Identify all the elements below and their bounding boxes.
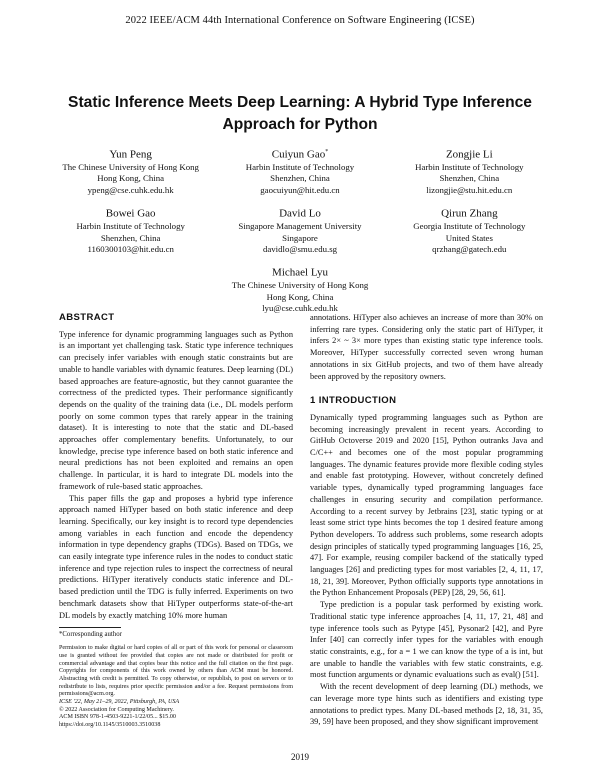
author-name: Bowei Gao — [105, 207, 156, 220]
doi-link[interactable]: https://doi.org/10.1145/3510003.3510038 — [59, 721, 161, 728]
author-row — [46, 263, 554, 315]
title-line-2: Approach for Python — [222, 116, 378, 133]
author-email: lizongjie@stu.hit.edu.cn — [426, 185, 513, 196]
abstract-paragraph: This paper fills the gap and proposes a hybrid type inference approach named HiTyper based on both static inference and deep learning. Specifically, our key insight is to record type dependencies among variables in each function and encode the dependency information in type dependency graphs (TDGs). Based on TDGs, we can easily integrate type inference rules in the nodes to conduct static inference and type rejection rules to inspect the correctness of neural predictions. HiTyper iteratively conducts static inference and DL-based prediction until the TDG is fully inferred. Experiments on two benchmark datasets show that HiTyper outperforms state-of-the-art DL models by exactly matching 10% more human — [59, 493, 293, 620]
author-mark: * — [325, 149, 329, 155]
author-name: Michael Lyu — [272, 266, 328, 279]
intro-paragraph: Type prediction is a popular task performed by existing work. Traditional static type inference approaches [4, 11, 17, 21, 48] and type inference tools such as Pytype [45], Pysonar2 [42], and Pyre Infer [40] can correctly infer types for the variables with enough static constraints, e.g., for a = 1 we can know the type of a is int, but are unable to handle the variables with few static constraints, e.g. most function arguments or dynamic evaluations such as eval() [51]. — [310, 600, 543, 680]
author-block — [46, 145, 554, 315]
author-name: Qirun Zhang — [441, 207, 498, 220]
footnote-corresponding-author: *Corresponding author — [59, 631, 122, 639]
author-location: Hong Kong, China — [97, 173, 165, 184]
author-location: Hong Kong, China — [266, 291, 334, 302]
conference-header: 2022 IEEE/ACM 44th International Conference on Software Engineering (ICSE) — [125, 15, 475, 26]
author-name: David Lo — [279, 207, 321, 220]
copyright-line: © 2022 Association for Computing Machinery. — [59, 706, 174, 713]
author-affiliation: Harbin Institute of Technology — [245, 161, 355, 172]
author-email: gaocuiyun@hit.edu.cn — [260, 185, 340, 196]
author-location: Shenzhen, China — [270, 173, 330, 184]
author-card — [385, 204, 554, 256]
abstract-continuation: annotations. HiTyper also achieves an increase of more than 30% on inferring rare types. Considering only the static part of HiTyper, it infers 2× ~ 3× more types than existing static type inference tools. Moreover, HiTyper successfully corrected seven wrong human annotations in six GitHub projects, and two of them have already been approved by the repository owners. — [310, 313, 543, 381]
intro-paragraph: With the recent development of deep learning (DL) methods, we can leverage more type hints such as identifiers and existing type annotations to predict types. Many DL-based methods [2, 18, 31, 35, 39, 59] have been proposed, and they show significant improvement — [310, 682, 543, 727]
abstract-heading: ABSTRACT — [59, 312, 115, 323]
right-column — [310, 312, 543, 728]
author-name: Cuiyun Gao — [271, 148, 326, 161]
abstract-paragraph: Type inference for dynamic programming languages such as Python is an important yet challenging task. Static type inference techniques can precisely infer variables with enough static constraints but are unable to handle variables with dynamic features. Deep learning (DL) based approaches are feature-agnostic, but they cannot guarantee the correctness of the predicted types. Their performance significantly depends on the quality of the training data (i.e., DL models perform poorly on some common types that rarely appear in the training dataset). It is interesting to note that the static and DL-based approaches offer complementary benefits. Unfortunately, to our knowledge, precise type inference based on both static inference and neural predictions has not been exploited and remains an open challenge. In particular, it is hard to integrate DL models into the framework of rule-based static approaches. — [59, 329, 293, 491]
author-row — [46, 145, 554, 197]
paper-title — [40, 92, 560, 136]
permission-notice: Permission to make digital or hard copies of all or part of this work for personal or classroom use is granted without fee provided that copies are not made or distributed for profit or commercial advantage and that copies bear this notice and the full citation on the first page. Copyrights for components of this work owned by others than ACM must be honored. Abstracting with credit is permitted. To copy otherwise, or republish, to post on servers or to redistribute to lists, requires prior specific permission and/or a fee. Request permissions from permissions@acm.org. — [59, 645, 293, 698]
page-number: 2019 — [291, 752, 309, 762]
author-location: Shenzhen, China — [439, 173, 500, 184]
author-name: Yun Peng — [109, 148, 152, 161]
conference-info: ICSE '22, May 21–29, 2022, Pittsburgh, PA, USA — [59, 698, 180, 705]
intro-paragraph: Dynamically typed programming languages such as Python are becoming increasingly prevalent in recent years. According to GitHub Octoverse 2019 and 2020 [15], Python outranks Java and C/C++ and becomes one of the most popular programming languages. The dynamic features provide more flexible coding styles and enable fast prototyping. However, without concretely defined variable types, dynamically typed programming languages face challenges in ensuring security and compilation performance. According to a recent survey by Jetbrains [23], static typing or at least some strict type hints becomes the top 1 desired feature among Python developers. To address such problems, some research adopts design principles of statically typed programming languages [16, 25, 47]. For example, reusing compiler backend of the statically typed languages [26] and predicting types for most variables [2, 4, 11, 17, 18, 21, 39]. Moreover, Python officially supports type annotations in the Python Enhancement Proposals (PEP) [28, 29, 56, 61]. — [310, 412, 543, 598]
author-card — [385, 145, 554, 197]
author-card — [215, 204, 384, 256]
author-card — [46, 145, 215, 197]
author-affiliation: Harbin Institute of Technology — [76, 220, 185, 231]
author-email: 1160300103@hit.edu.cn — [87, 244, 174, 255]
author-card — [215, 263, 385, 315]
author-affiliation: Singapore Management University — [238, 220, 362, 231]
author-card — [46, 204, 215, 256]
author-email: davidlo@smu.edu.sg — [262, 244, 338, 255]
author-affiliation: Georgia Institute of Technology — [413, 220, 526, 231]
left-column — [59, 312, 293, 730]
introduction-heading: 1 INTRODUCTION — [310, 395, 397, 407]
author-email: lyu@cse.cuhk.edu.hk — [262, 303, 338, 314]
author-name: Zongjie Li — [445, 148, 493, 161]
author-affiliation: The Chinese University of Hong Kong — [62, 161, 199, 172]
author-location: United States — [445, 232, 493, 243]
author-affiliation: The Chinese University of Hong Kong — [231, 279, 369, 290]
title-line-1: Static Inference Meets Deep Learning: A Hybrid Type Inference — [68, 94, 532, 111]
author-row — [46, 204, 554, 256]
isbn-line: ACM ISBN 978-1-4503-9221-1/22/05... $15.00 — [59, 714, 176, 721]
author-location: Shenzhen, China — [100, 232, 161, 243]
author-card — [215, 145, 384, 197]
author-email: qrzhang@gatech.edu — [432, 244, 507, 255]
author-location: Singapore — [282, 232, 318, 243]
author-affiliation: Harbin Institute of Technology — [415, 161, 524, 172]
author-email: ypeng@cse.cuhk.edu.hk — [87, 185, 174, 196]
